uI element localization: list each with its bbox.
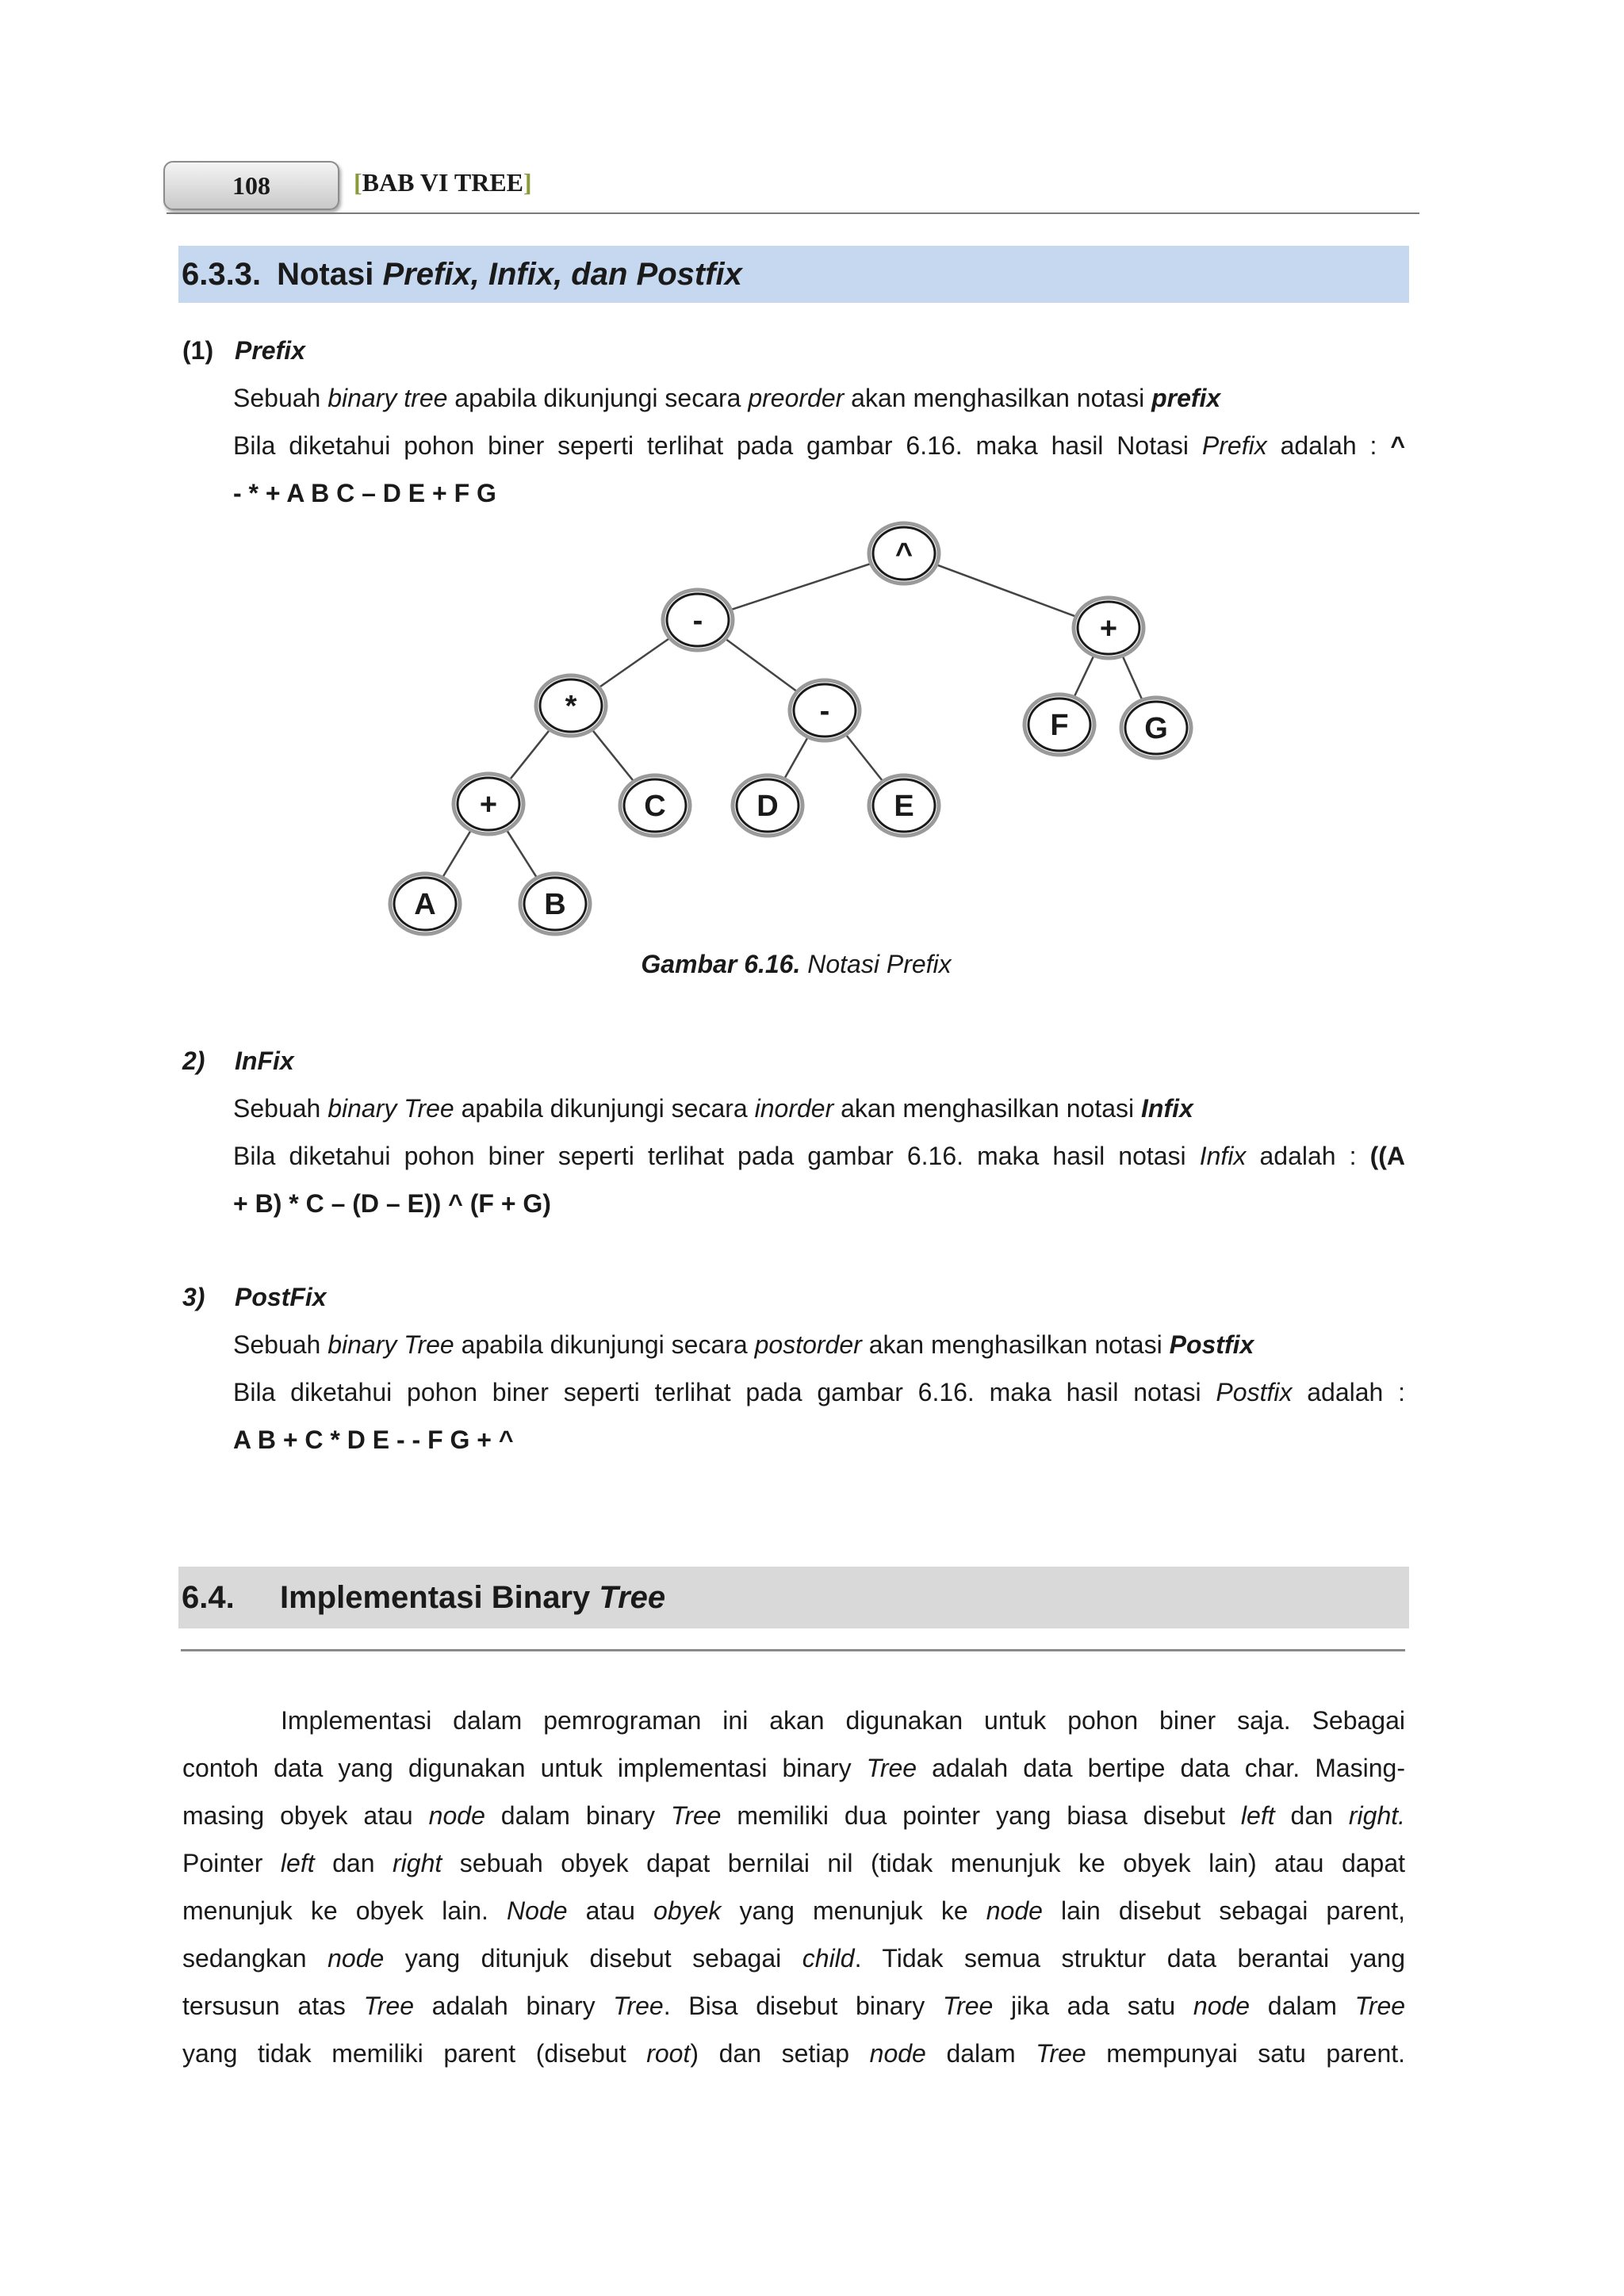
prefix-number: (1) xyxy=(182,336,214,365)
expression-tree-diagram xyxy=(381,515,1221,943)
tree-node-B xyxy=(520,874,590,934)
prefix-line-3: - * + A B C – D E + F G xyxy=(233,479,496,507)
tree-node-label: A xyxy=(414,888,436,921)
section-number: 6.3.3. xyxy=(182,256,262,292)
text-run: Tree xyxy=(942,1992,994,2020)
tree-node-label: G xyxy=(1144,712,1168,745)
paragraph-line xyxy=(182,1990,1405,2038)
text-run: Bila diketahui pohon biner seperti terlihat pada gambar 6.16. maka hasil notasi xyxy=(233,1142,1200,1170)
tree-edge-plus2-A xyxy=(441,828,472,879)
text-run: right. xyxy=(1348,1801,1406,1830)
tree-edge-plus1-G xyxy=(1121,654,1143,702)
text-run: Postfix xyxy=(1216,1378,1293,1406)
tree-edge-minus2-D xyxy=(783,735,810,781)
text-run: adalah binary xyxy=(414,1992,614,2020)
text-run: node xyxy=(986,1896,1043,1925)
text-run: left xyxy=(1240,1801,1275,1830)
section-633-heading xyxy=(178,246,1409,303)
text-run: contoh data yang digunakan untuk implementasi binary xyxy=(182,1754,867,1782)
text-run: Bila diketahui pohon biner seperti terlihat pada gambar 6.16. maka hasil Notasi xyxy=(233,431,1202,460)
paragraph-line xyxy=(182,1847,1405,1895)
text-run: Sebuah xyxy=(233,1094,328,1123)
text-run: apabila dikunjungi secara xyxy=(447,384,749,412)
tree-edge-star-plus2 xyxy=(508,728,551,783)
text-run: Postfix xyxy=(1169,1330,1254,1359)
text-run: sebuah obyek dapat bernilai nil (tidak menunjuk ke obyek lain) atau dapat xyxy=(442,1849,1406,1877)
text-run: ((A xyxy=(1369,1142,1406,1170)
implementation-paragraph xyxy=(182,1705,1405,2085)
section-title-plain: Notasi xyxy=(277,256,374,292)
section-64-heading xyxy=(178,1567,1409,1628)
tree-node-label: * xyxy=(565,690,577,723)
chapter-title: BAB VI TREE xyxy=(362,168,523,197)
tree-node-E xyxy=(869,775,939,836)
paragraph-line xyxy=(182,1800,1405,1847)
text-run: Bila diketahui pohon biner seperti terlihat pada gambar 6.16. maka hasil notasi xyxy=(233,1378,1216,1406)
tree-node-star xyxy=(536,675,606,736)
text-run: yang menunjuk ke xyxy=(721,1896,986,1925)
text-run: mempunyai satu parent. xyxy=(1086,2039,1406,2068)
text-run: obyek xyxy=(653,1896,722,1925)
text-run: Node xyxy=(507,1896,568,1925)
text-run: binary Tree xyxy=(327,1330,454,1359)
section-title xyxy=(280,1580,665,1616)
text-run: Tree xyxy=(363,1992,414,2020)
text-run: binary tree xyxy=(327,384,448,412)
page-number-tab xyxy=(163,161,339,210)
tree-node-label: C xyxy=(644,790,666,823)
prefix-heading-text: Prefix xyxy=(235,336,305,365)
text-run: left xyxy=(280,1849,315,1877)
postfix-line-1 xyxy=(233,1329,1254,1360)
text-run: Infix xyxy=(1141,1094,1193,1123)
text-run: adalah : xyxy=(1266,431,1391,460)
paragraph-line: Implementasi dalam pemrograman ini akan digunakan untuk pohon biner saja. Sebagai xyxy=(281,1706,1405,1735)
infix-heading xyxy=(182,1047,294,1076)
tree-edge-minus1-minus2 xyxy=(722,637,800,694)
infix-line-3: + B) * C – (D – E)) ^ (F + G) xyxy=(233,1189,551,1218)
chapter-header xyxy=(354,168,532,197)
caption-label: Gambar 6.16. xyxy=(641,950,801,978)
text-run: memiliki dua pointer yang biasa disebut xyxy=(721,1801,1241,1830)
caption-text: Notasi Prefix xyxy=(800,950,952,978)
tree-node-label: D xyxy=(756,790,779,823)
tree-node-C xyxy=(620,775,690,836)
text-run: akan menghasilkan notasi xyxy=(833,1094,1142,1123)
text-run: child xyxy=(802,1944,855,1973)
text-run: right xyxy=(393,1849,442,1877)
infix-line-2 xyxy=(233,1140,1405,1172)
tree-edge-caret-plus1 xyxy=(933,563,1081,618)
text-run: Tree xyxy=(671,1801,722,1830)
section-number: 6.4. xyxy=(182,1579,235,1615)
text-run: lain disebut sebagai parent, xyxy=(1042,1896,1406,1925)
text-run: atau xyxy=(567,1896,654,1925)
text-run: apabila dikunjungi secara xyxy=(454,1330,755,1359)
chapter-bracket-close: ] xyxy=(523,168,532,197)
text-run: . Bisa disebut binary xyxy=(663,1992,943,2020)
postfix-heading xyxy=(182,1283,327,1312)
tree-edge-minus1-star xyxy=(596,636,672,690)
paragraph-line xyxy=(182,1895,1405,1942)
tree-node-label: B xyxy=(544,888,566,921)
text-run: apabila dikunjungi secara xyxy=(454,1094,755,1123)
text-run: Tree xyxy=(1036,2039,1086,2068)
text-run: ^ xyxy=(1390,431,1406,460)
text-run: dalam xyxy=(925,2039,1036,2068)
postfix-line-2 xyxy=(233,1376,1405,1408)
paragraph-line xyxy=(182,2038,1405,2085)
section-title-italic: Tree xyxy=(599,1579,666,1615)
tree-node-A xyxy=(390,874,460,934)
text-run: binary Tree xyxy=(327,1094,454,1123)
text-run: node xyxy=(327,1944,385,1973)
infix-number: 2) xyxy=(182,1047,205,1075)
tree-edge-plus1-F xyxy=(1073,653,1095,699)
text-run: dan xyxy=(1274,1801,1349,1830)
text-run: Sebuah xyxy=(233,1330,328,1359)
tree-node-label: + xyxy=(1099,612,1118,645)
tree-edge-plus2-B xyxy=(505,828,538,880)
tree-node-G xyxy=(1121,698,1191,758)
text-run: sedangkan xyxy=(182,1944,328,1973)
text-run: adalah data bertipe data char. Masing- xyxy=(917,1754,1406,1782)
tree-node-label: ^ xyxy=(894,538,914,571)
text-run: akan menghasilkan notasi xyxy=(861,1330,1170,1359)
page-number: 108 xyxy=(232,170,270,200)
text-run: dalam binary xyxy=(485,1801,672,1830)
text-run: Pointer xyxy=(182,1849,281,1877)
text-run: preorder xyxy=(748,384,845,412)
tree-node-caret xyxy=(869,523,939,584)
text-run: Tree xyxy=(613,1992,664,2020)
text-run: Tree xyxy=(1354,1992,1406,2020)
tree-node-label: + xyxy=(479,788,498,821)
tree-node-plus1 xyxy=(1074,598,1143,658)
infix-line-1 xyxy=(233,1093,1193,1124)
paragraph-line xyxy=(182,1942,1405,1990)
text-run: Infix xyxy=(1199,1142,1247,1170)
prefix-heading xyxy=(182,336,305,365)
text-run: Sebuah xyxy=(233,384,328,412)
text-run: yang ditunjuk disebut sebagai xyxy=(384,1944,802,1973)
tree-node-F xyxy=(1025,695,1094,755)
text-run: postorder xyxy=(754,1330,862,1359)
tree-node-label: - xyxy=(692,604,703,637)
tree-node-minus1 xyxy=(663,590,733,650)
tree-node-label: E xyxy=(894,790,914,823)
text-run: dan xyxy=(314,1849,393,1877)
text-run: node xyxy=(1193,1992,1251,2020)
text-run: akan menghasilkan notasi xyxy=(844,384,1152,412)
text-run: yang tidak memiliki parent (disebut xyxy=(182,2039,647,2068)
prefix-line-2 xyxy=(233,430,1405,461)
infix-heading-text: InFix xyxy=(235,1047,294,1075)
text-run: node xyxy=(869,2039,926,2068)
text-run: adalah : xyxy=(1246,1142,1370,1170)
text-run: node xyxy=(428,1801,485,1830)
tree-node-label: F xyxy=(1050,709,1069,742)
text-run: menunjuk ke obyek lain. xyxy=(182,1896,508,1925)
figure-caption xyxy=(0,950,1624,979)
tree-node-plus2 xyxy=(454,774,523,834)
tree-node-label: - xyxy=(819,695,830,728)
tree-edge-caret-minus1 xyxy=(726,562,875,611)
chapter-bracket-open: [ xyxy=(354,168,362,197)
text-run: masing obyek atau xyxy=(182,1801,429,1830)
tree-node-D xyxy=(733,775,802,836)
text-run: inorder xyxy=(754,1094,834,1123)
section-rule xyxy=(181,1649,1405,1651)
tree-edge-star-C xyxy=(590,728,635,784)
section-title-italic: Prefix, Infix, dan Postfix xyxy=(382,256,742,292)
text-run: tersusun atas xyxy=(182,1992,364,2020)
postfix-number: 3) xyxy=(182,1283,205,1311)
prefix-line-1 xyxy=(233,382,1220,414)
text-run: jika ada satu xyxy=(993,1992,1193,2020)
section-title xyxy=(277,257,742,293)
text-run: prefix xyxy=(1151,384,1221,412)
text-run: adalah : xyxy=(1292,1378,1406,1406)
header-rule xyxy=(167,212,1419,214)
paragraph-line xyxy=(182,1752,1405,1800)
text-run: root xyxy=(646,2039,691,2068)
text-run: dalam xyxy=(1250,1992,1355,2020)
text-run: . Tidak semua struktur data berantai yang xyxy=(854,1944,1406,1973)
section-title-plain: Implementasi Binary xyxy=(280,1579,599,1615)
text-run: Tree xyxy=(866,1754,917,1782)
tree-edge-minus2-E xyxy=(844,733,884,784)
text-run: Prefix xyxy=(1201,431,1267,460)
postfix-line-3: A B + C * D E - - F G + ^ xyxy=(233,1425,514,1454)
postfix-heading-text: PostFix xyxy=(235,1283,327,1311)
text-run: ) dan setiap xyxy=(690,2039,870,2068)
tree-node-minus2 xyxy=(790,680,860,740)
